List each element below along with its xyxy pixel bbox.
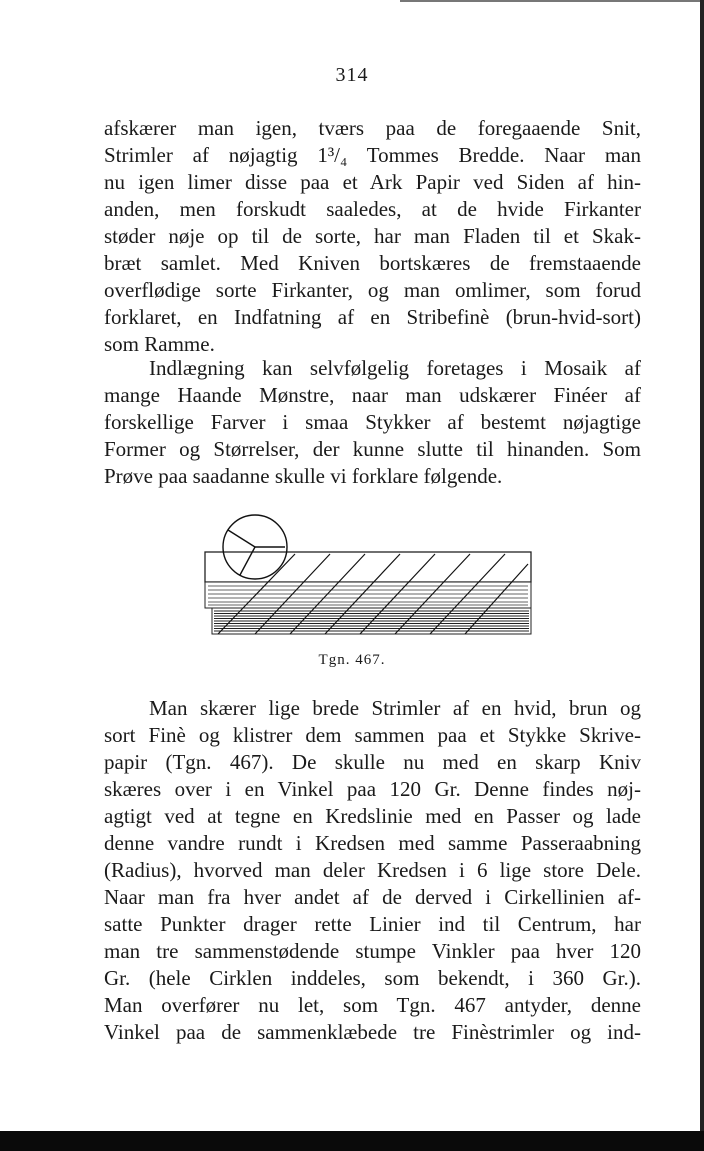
text-line: forskellige Farver i smaa Stykker af bestemt nøjagtige	[104, 410, 641, 434]
text-line: denne vandre rundt i Kredsen med samme Passeraabning	[104, 831, 641, 855]
text-line: forklaret, en Indfatning af en Stribefinè (brun-hvid-sort)	[104, 305, 641, 329]
text-line: Naar man fra hver andet af de derved i Cirkellinien af-	[104, 885, 641, 909]
text-line: Indlægning kan selvfølgelig foretages i Mosaik af	[149, 356, 641, 380]
text-line: Former og Størrelser, der kunne slutte til hinanden. Som	[104, 437, 641, 461]
text-line: satte Punkter drager rette Linier ind til Centrum, har	[104, 912, 641, 936]
text-line: man tre sammenstødende stumpe Vinkler paa hver 120	[104, 939, 641, 963]
figure-467-illustration	[200, 512, 535, 637]
paragraph-1	[104, 115, 641, 358]
text-line: sort Finè og klistrer dem sammen paa et Stykke Skrive-	[104, 723, 641, 747]
white-veneer-strip	[205, 552, 531, 582]
text-line: bræt samlet. Med Kniven bortskæres de fremstaaende	[104, 251, 641, 275]
text-line: støder nøje op til de sorte, har man Fladen til et Skak-	[104, 224, 641, 248]
text-line: overflødige sorte Firkanter, og man omlimer, som forud	[104, 278, 641, 302]
bottom-scan-band	[0, 1131, 704, 1151]
text-line: mange Haande Mønstre, naar man udskærer Finéer af	[104, 383, 641, 407]
right-page-edge	[700, 0, 704, 1151]
text-line: Strimler af nøjagtig 1³/₄ Tommes Bredde. Naar man	[104, 143, 641, 167]
brown-veneer-strip	[205, 582, 531, 608]
text-line: agtigt ved at tegne en Kredslinie med en Passer og lade	[104, 804, 641, 828]
text-line: Man overfører nu let, som Tgn. 467 antyder, denne	[104, 993, 641, 1017]
text-line: nu igen limer disse paa et Ark Papir ved Siden af hin-	[104, 170, 641, 194]
text-line: anden, men forskudt saaledes, at de hvide Firkanter	[104, 197, 641, 221]
text-line: Gr. (hele Cirklen inddeles, som bekendt, i 360 Gr.).	[104, 966, 641, 990]
text-line: Vinkel paa de sammenklæbede tre Finèstrimler og ind-	[104, 1020, 641, 1044]
text-line: Man skærer lige brede Strimler af en hvid, brun og	[149, 696, 641, 720]
text-line: Prøve paa saadanne skulle vi forklare følgende.	[104, 464, 503, 488]
paragraph-2	[104, 355, 641, 490]
page-number: 314	[335, 64, 369, 86]
paragraph-3	[104, 695, 641, 1046]
text-line: som Ramme.	[104, 332, 215, 356]
text-line: skæres over i en Vinkel paa 120 Gr. Denne findes nøj-	[104, 777, 641, 801]
figure-caption: Tgn. 467.	[318, 652, 386, 668]
text-line: papir (Tgn. 467). De skulle nu med en skarp Kniv	[104, 750, 641, 774]
text-line: (Radius), hvorved man deler Kredsen i 6 lige store Dele.	[104, 858, 641, 882]
top-edge	[0, 0, 704, 5]
text-line: afskærer man igen, tværs paa de foregaaende Snit,	[104, 116, 641, 140]
